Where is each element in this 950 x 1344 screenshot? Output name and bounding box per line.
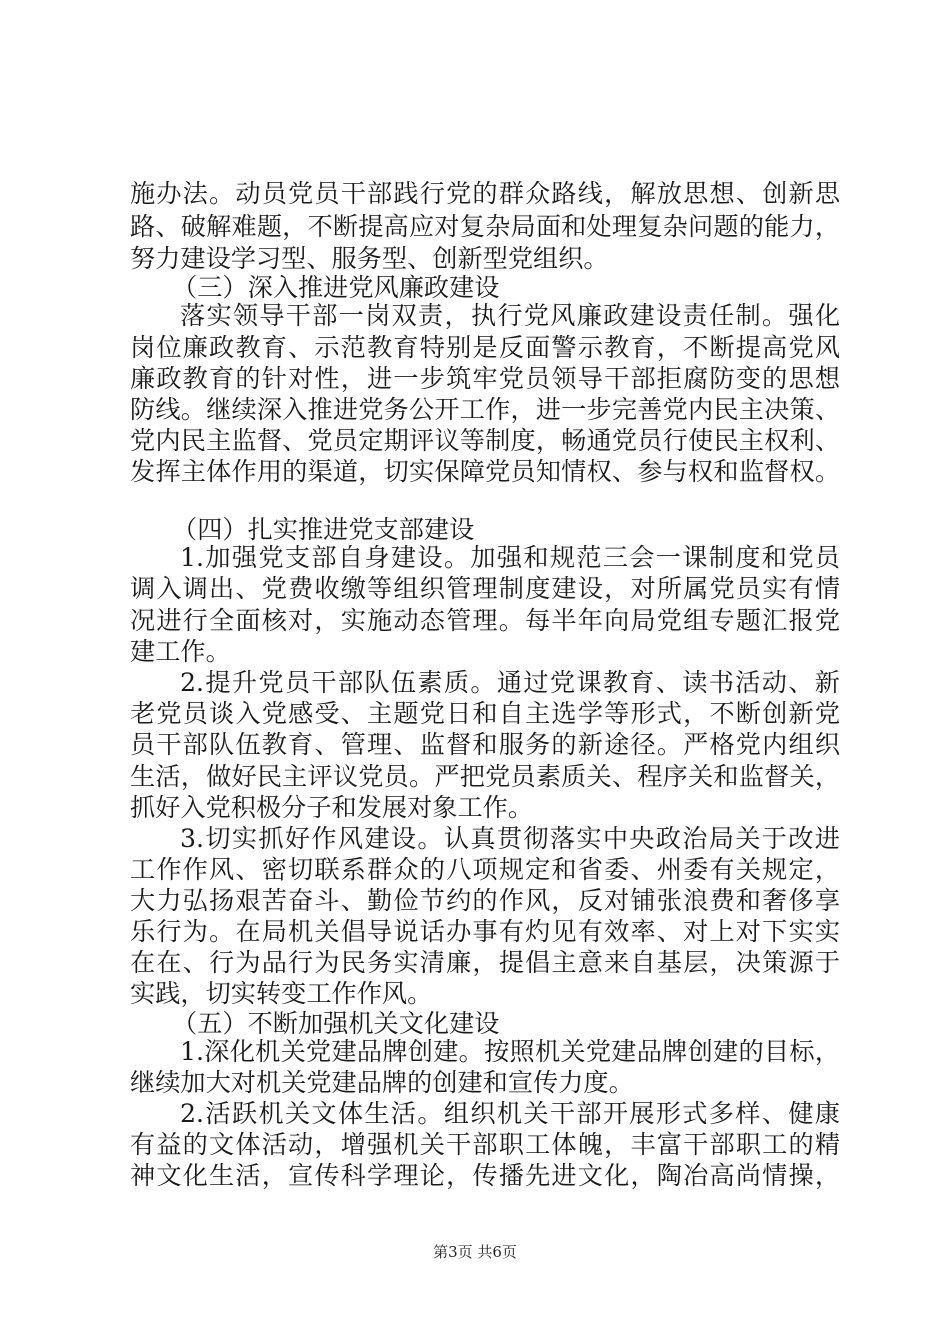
text-line: 防线。继续深入推进党务公开工作，进一步完善党内民主决策、 <box>130 395 840 424</box>
text-line: 1.加强党支部自身建设。加强和规范三会一课制度和党员 <box>180 543 840 572</box>
section-heading: （三）深入推进党风廉政建设 <box>172 273 500 302</box>
text-line: 神文化生活，宣传科学理论，传播先进文化，陶冶高尚情操， <box>130 1161 840 1190</box>
text-line: 建工作。 <box>130 637 231 666</box>
text-line: 落实领导干部一岗双责，执行党风廉政建设责任制。强化 <box>180 301 840 330</box>
text-line: 施办法。动员党员干部践行党的群众路线，解放思想、创新思 <box>130 179 840 208</box>
text-line: 3.切实抓好作风建设。认真贯彻落实中央政治局关于改进 <box>180 824 840 853</box>
text-line: 调入调出、党费收缴等组织管理制度建设，对所属党员实有情 <box>130 574 840 603</box>
text-line: 生活，做好民主评议党员。严把党员素质关、程序关和监督关， <box>130 762 840 791</box>
text-line: 实践，切实转变工作作风。 <box>130 979 433 1008</box>
text-line: 发挥主体作用的渠道，切实保障党员知情权、参与权和监督权。 <box>130 457 840 486</box>
page-footer: 第3页 共6页 <box>433 1243 517 1261</box>
text-line: 乐行为。在局机关倡导说话办事有灼见有效率、对上对下实实 <box>130 917 840 946</box>
text-line: 廉政教育的针对性，进一步筑牢党员领导干部拒腐防变的思想 <box>130 364 840 393</box>
text-line: 员干部队伍教育、管理、监督和服务的新途径。严格党内组织 <box>130 730 840 759</box>
text-line: 抓好入党积极分子和发展对象工作。 <box>130 793 533 822</box>
text-line: 继续加大对机关党建品牌的创建和宣传力度。 <box>130 1068 634 1097</box>
text-line: 路、破解难题，不断提高应对复杂局面和处理复杂问题的能力， <box>130 212 840 241</box>
text-line: 2.提升党员干部队伍素质。通过党课教育、读书活动、新 <box>180 668 840 697</box>
text-line: 党内民主监督、党员定期评议等制度，畅通党员行使民主权利、 <box>130 426 840 455</box>
text-line: 况进行全面核对，实施动态管理。每半年向局党组专题汇报党 <box>130 606 840 635</box>
text-line: 努力建设学习型、服务型、创新型党组织。 <box>130 244 609 273</box>
text-line: 工作作风、密切联系群众的八项规定和省委、州委有关规定， <box>130 855 840 884</box>
text-line: 老党员谈入党感受、主题党日和自主选学等形式，不断创新党 <box>130 699 840 728</box>
text-line: 在在、行为品行为民务实清廉，提倡主意来自基层，决策源于 <box>130 948 840 977</box>
text-line: 1.深化机关党建品牌创建。按照机关党建品牌创建的目标， <box>180 1037 840 1066</box>
text-line: 大力弘扬艰苦奋斗、勤俭节约的作风，反对铺张浪费和奢侈享 <box>130 886 840 915</box>
text-line: 有益的文体活动，增强机关干部职工体魄，丰富干部职工的精 <box>130 1130 840 1159</box>
text-line: 岗位廉政教育、示范教育特别是反面警示教育，不断提高党风 <box>130 333 840 362</box>
section-heading: （五）不断加强机关文化建设 <box>172 1009 500 1038</box>
section-heading: （四）扎实推进党支部建设 <box>172 515 475 544</box>
text-line: 2.活跃机关文体生活。组织机关干部开展形式多样、健康 <box>180 1099 840 1128</box>
